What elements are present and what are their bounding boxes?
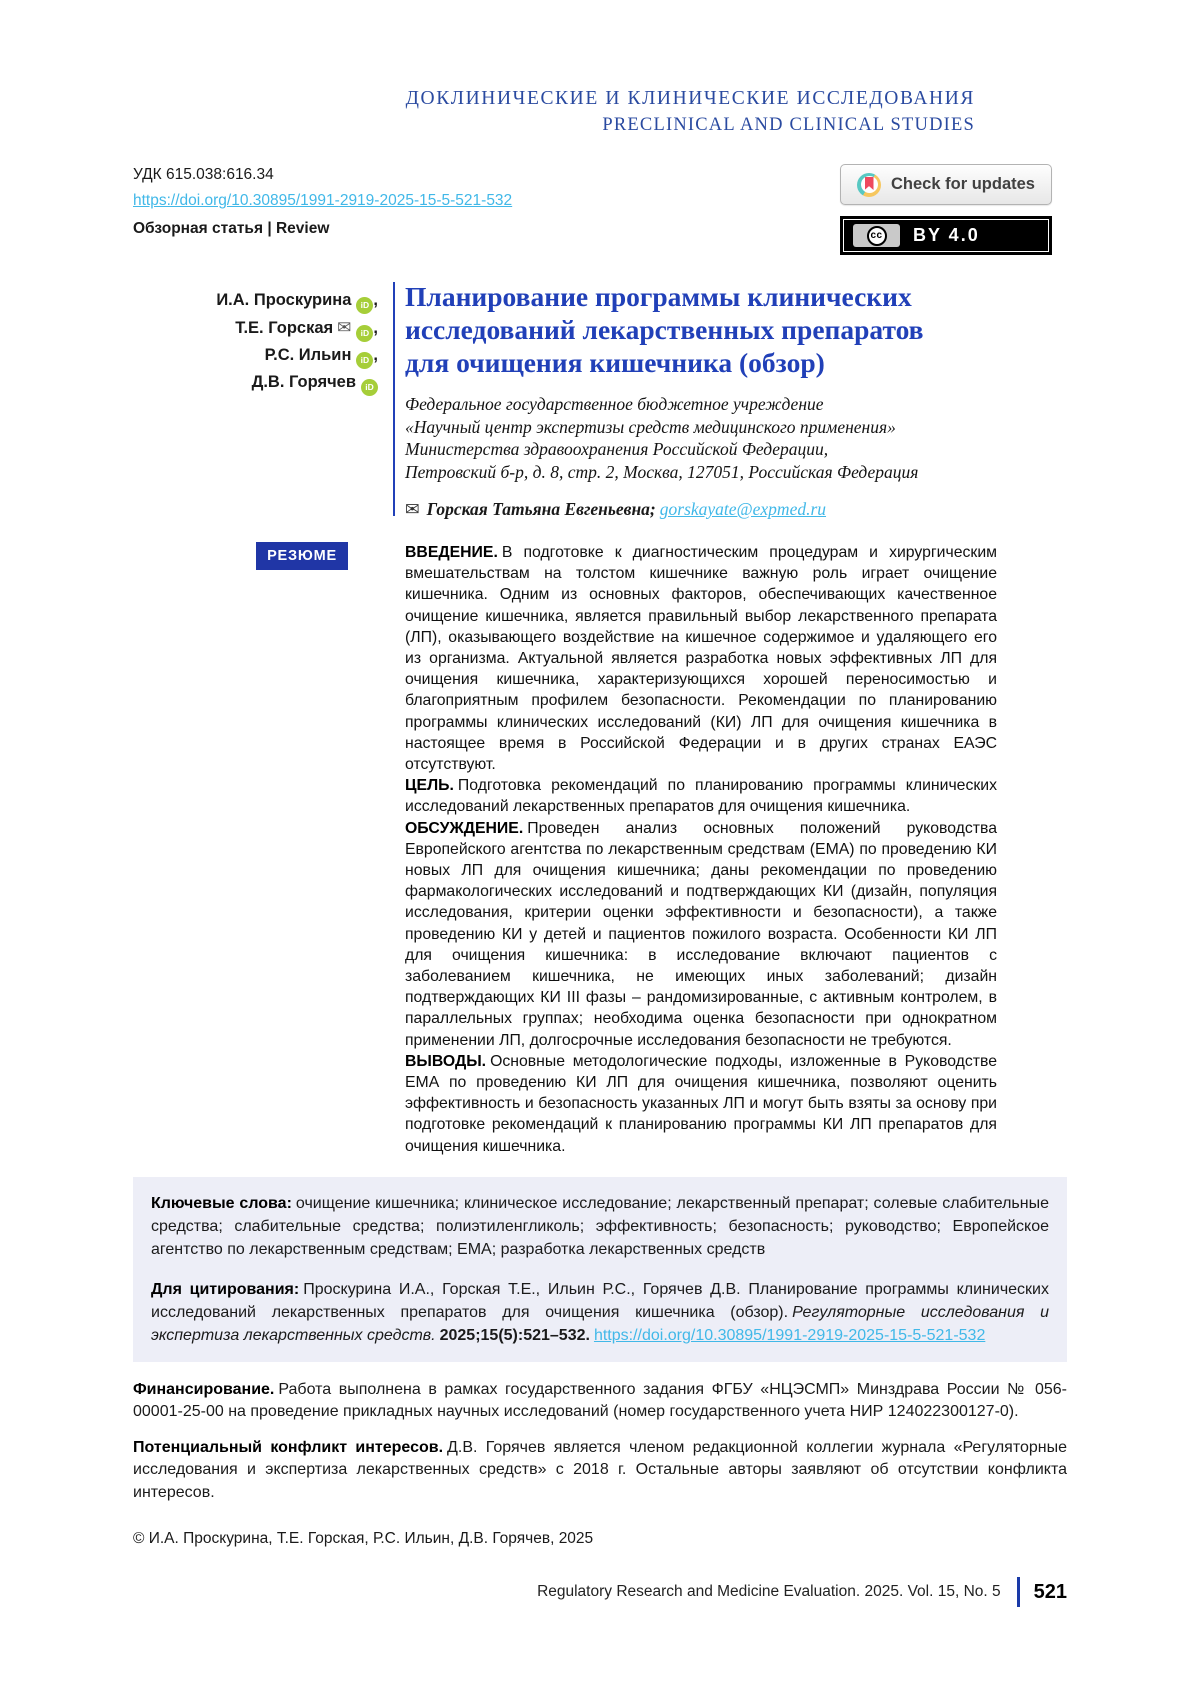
page-footer — [133, 1577, 1067, 1607]
authors-list — [133, 280, 378, 520]
cc-by-badge-inner — [843, 219, 1049, 252]
funding-text: Работа выполнена в рамках государственного задания ФГБУ «НЦЭСМП» Минздрава России № 056-00001-25-00 на проведение прикладных научных исследований (номер государственного учета НИР 124022300127-0). — [133, 1380, 1067, 1421]
citation-journal: Регуляторные исследования и экспертиза лекарственных средств. — [151, 1303, 1049, 1344]
conflict-text: Д.В. Горячев является членом редакционной коллегии журнала «Регуляторные исследования и экспертиза лекарственных средств» с 2018 г. Остальные авторы заявляют об отсутствии конфликта интересов. — [133, 1438, 1067, 1501]
resume-badge: РЕЗЮМЕ — [256, 542, 348, 570]
keywords-citation-box — [133, 1177, 1067, 1362]
author-name: Т.Е. Горская — [235, 319, 334, 337]
article-title-line: Планирование программы клинических — [405, 281, 912, 312]
mail-icon: ✉ — [405, 499, 420, 519]
abstract-section-text: Основные методологические подходы, изложенные в Руководстве ЕМА по проведению КИ ЛП для очищения кишечника, позволяют оценить эффективность и безопасность указанных ЛП и могут быть взяты за основу при подготовке рекомендаций к планированию программы КИ ЛП препаратов для очищения кишечника. — [405, 1052, 997, 1155]
citation-authors-title: Проскурина И.А., Горская Т.Е., Ильин Р.С., Горячев Д.В. Планирование программы клинических исследований лекарственных препаратов для очищения кишечника (обзор). — [151, 1280, 1049, 1321]
cc-logo-plate — [853, 224, 900, 247]
cc-license-label: BY 4.0 — [913, 225, 980, 245]
abstract-section-lead: ЦЕЛЬ. — [405, 777, 454, 795]
conflict-of-interest-note — [133, 1437, 1067, 1505]
author-name: И.А. Проскурина — [216, 291, 352, 309]
abstract-section-lead: ВЫВОДЫ. — [405, 1052, 487, 1070]
author-name: Р.С. Ильин — [264, 346, 352, 364]
author-separator: , — [373, 346, 378, 364]
page-number: 521 — [1033, 1580, 1067, 1603]
abstract-section-text: Подготовка рекомендаций по планированию программы клинических исследований лекарственных препаратов для очищения кишечника. — [405, 777, 997, 816]
copyright-line: © И.А. Проскурина, Т.Е. Горская, Р.С. Ильин, Д.В. Горячев, 2025 — [133, 1530, 594, 1548]
article-title-line: для очищения кишечника (обзор) — [405, 347, 825, 378]
corresponding-author-name: Горская Татьяна Евгеньевна; — [426, 499, 656, 519]
keywords-text: очищение кишечника; клиническое исследование; лекарственный препарат; солевые слабительные средства; слабительные средства; полиэтиленгликоль; эффективность; безопасность; руководство; Европейское агентство по лекарственным средствам; ЕМА; разработка лекарственных средств — [151, 1194, 1049, 1258]
abstract-section-lead: ОБСУЖДЕНИЕ. — [405, 819, 524, 837]
section-title-en: PRECLINICAL AND CLINICAL STUDIES — [602, 115, 975, 135]
check-for-updates-button[interactable] — [840, 164, 1052, 205]
citation-lead: Для цитирования: — [151, 1280, 300, 1298]
byline-block — [133, 280, 1200, 520]
author-row — [133, 369, 378, 396]
badges — [840, 164, 1052, 255]
article-title-line: исследований лекарственных препаратов — [405, 314, 924, 345]
abstract-aim — [405, 775, 997, 817]
author-row — [133, 287, 378, 314]
title-column — [405, 280, 1045, 520]
affiliation-line: «Научный центр экспертизы средств медицинского применения» — [405, 416, 896, 437]
resume-label-column — [133, 542, 378, 1157]
corresponding-email-link[interactable]: gorskayate@expmed.ru — [659, 499, 827, 519]
author-row — [133, 314, 378, 342]
abstract-introduction — [405, 542, 997, 775]
author-name: Д.В. Горячев — [251, 373, 356, 391]
funding-lead: Финансирование. — [133, 1380, 275, 1398]
author-row — [133, 342, 378, 369]
citation-doi-link[interactable]: https://doi.org/10.30895/1991-2919-2025-15-5-521-532 — [593, 1326, 986, 1344]
funding-note — [133, 1379, 1067, 1424]
orcid-icon[interactable]: iD — [361, 379, 378, 396]
footer-divider-bar — [1017, 1577, 1020, 1607]
orcid-icon[interactable]: iD — [356, 297, 373, 314]
meta-row — [133, 164, 1067, 276]
keywords — [151, 1192, 1049, 1261]
doi-link[interactable]: https://doi.org/10.30895/1991-2919-2025-15-5-521-532 — [133, 192, 513, 209]
corresponding-author — [405, 499, 1045, 520]
abstract-conclusions — [405, 1051, 997, 1157]
journal-section-header — [0, 0, 975, 136]
keywords-lead: Ключевые слова: — [151, 1194, 292, 1212]
cc-by-license-badge[interactable] — [840, 216, 1052, 255]
section-title-ru: ДОКЛИНИЧЕСКИЕ И КЛИНИЧЕСКИЕ ИССЛЕДОВАНИЯ — [405, 88, 975, 109]
footer-journal-info: Regulatory Research and Medicine Evaluation. 2025. Vol. 15, No. 5 — [537, 1583, 1001, 1600]
article-type-label: Обзорная статья | Review — [133, 220, 330, 237]
check-for-updates-label: Check for updates — [891, 175, 1035, 193]
article-meta — [133, 166, 512, 238]
affiliation-line: Министерства здравоохранения Российской Федерации, — [405, 439, 829, 459]
abstract-section-lead: ВВЕДЕНИЕ. — [405, 544, 498, 561]
affiliation-line: Федеральное государственное бюджетное учреждение — [405, 394, 824, 414]
author-separator: , — [373, 291, 378, 309]
abstract-text — [405, 542, 997, 1157]
cc-icon: cc — [867, 226, 887, 246]
article-title — [405, 280, 1045, 379]
conflict-lead: Потенциальный конфликт интересов. — [133, 1438, 444, 1456]
abstract-section-text: В подготовке к диагностическим процедурам и хирургическим вмешательствам на толстом кишечнике важную роль играет очищение кишечника. Одним из основных факторов, обеспечивающих качественное очищение кишечника, является правильный выбор лекарственного препарата (ЛП), оказывающего воздействие на кишечное содержимое и удаляющего его из организма. Актуальной является разработка новых эффективных ЛП для очищения кишечника, характеризующихся хорошей переносимостью и благоприятным профилем безопасности. Рекомендации по планированию программы клинических исследований (КИ) ЛП для очищения кишечника в настоящее время в Российской Федерации и в других странах ЕАЭС отсутствуют. — [405, 544, 997, 774]
abstract-block — [133, 542, 1200, 1157]
citation-volume: 2025;15(5):521–532. — [439, 1326, 590, 1344]
affiliation — [405, 393, 1045, 483]
udc-code: УДК 615.038:616.34 — [133, 166, 274, 183]
title-divider-rule — [393, 282, 395, 516]
citation — [151, 1278, 1049, 1347]
author-separator: , — [373, 319, 378, 337]
orcid-icon[interactable]: iD — [356, 325, 373, 342]
orcid-icon[interactable]: iD — [356, 352, 373, 369]
abstract-section-text: Проведен анализ основных положений руководства Европейского агентства по лекарственным средствам (ЕМА) по проведению КИ новых ЛП для очищения кишечника; даны рекомендации по проведению фармакологических исследований и подтверждающих КИ (дизайн, популяция исследования, критерии оценки эффективности и безопасности), а также проведению КИ у детей и пациентов пожилого возраста. Особенности КИ ЛП для очищения кишечника: в исследование включают пациентов с заболеванием кишечника, не имеющих иных заболеваний; дизайн подтверждающих КИ III фазы – рандомизированные, с активным контролем, в параллельных группах; необходима оценка безопасности при однократном применении ЛП, долгосрочные исследования безопасности не требуются. — [405, 819, 997, 1049]
mail-icon: ✉ — [337, 318, 352, 337]
bookmark-icon — [865, 177, 874, 190]
affiliation-line: Петровский б-р, д. 8, стр. 2, Москва, 127051, Российская Федерация — [405, 461, 919, 482]
abstract-discussion — [405, 818, 997, 1051]
crossmark-icon — [857, 173, 881, 197]
